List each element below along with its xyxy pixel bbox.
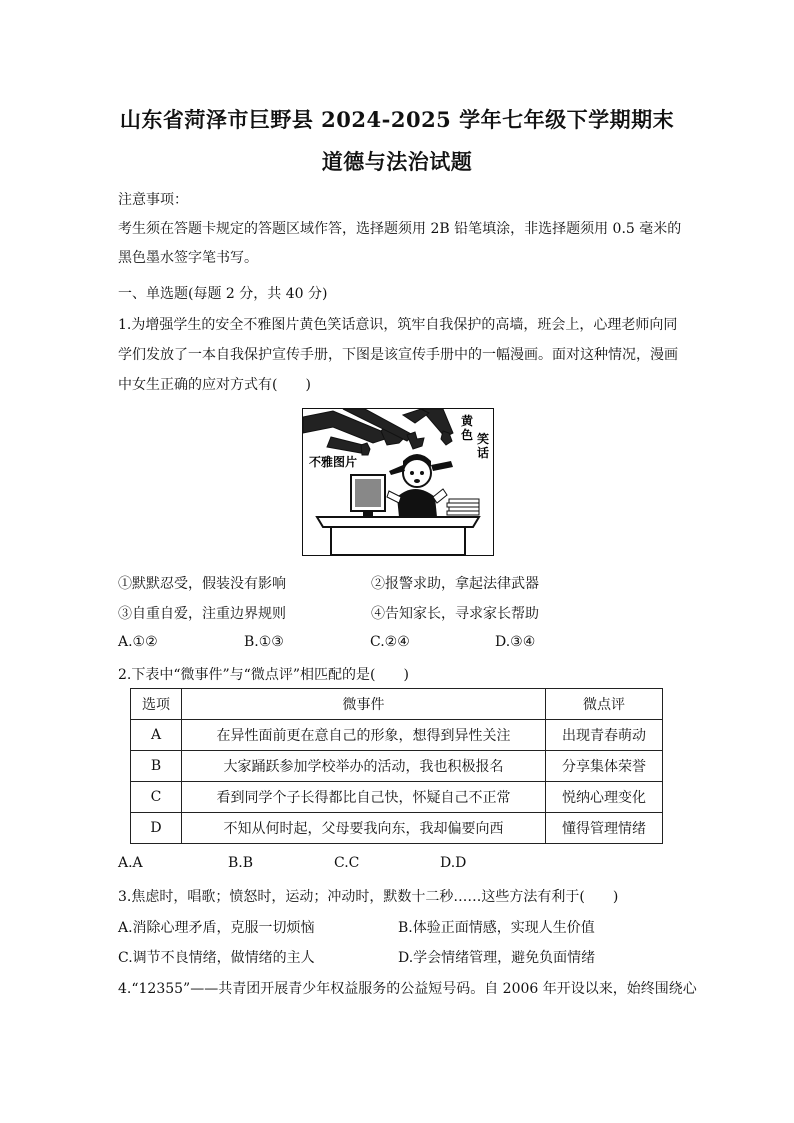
cartoon-label-right-char: 色 [461,428,474,442]
q1-statement-2: ②报警求助，拿起法律武器 [371,576,539,592]
table-header-row [131,689,663,720]
table-row [131,751,663,782]
cartoon-label-right-char: 黄 [461,414,474,428]
q1-option-a: A.①② [118,634,158,650]
section-heading: 一、单选题(每题 2 分，共 40 分) [118,286,328,302]
table-header-cell: 选项 [131,689,182,720]
q2-option-b: B.B [228,855,254,871]
q1-option-b: B.①③ [244,634,284,650]
q1-cartoon [302,408,494,556]
q1-stem-line-1: 1.为增强学生的安全不雅图片黄色笑话意识，筑牢自我保护的高墙，班会上，心理老师向同 [118,317,678,333]
table-cell: 大家踊跃参加学校举办的活动，我也积极报名 [182,751,546,782]
q1-stem-line-3: 中女生正确的应对方式有( ) [118,377,311,393]
table-cell: B [131,751,182,782]
table-cell: 看到同学个子长得都比自己快，怀疑自己不正常 [182,782,546,813]
table-cell: 出现青春萌动 [546,720,663,751]
table-header-cell: 微点评 [546,689,663,720]
q3-option-a: A.消除心理矛盾，克服一切烦恼 [118,920,315,936]
page-title: 山东省菏泽市巨野县 2024-2025 学年七年级下学期期末 [119,107,675,132]
table-cell: A [131,720,182,751]
table-cell: 分享集体荣誉 [546,751,663,782]
q1-option-d: D.③④ [495,634,536,650]
cartoon-label-left: 不雅图片 [309,455,358,469]
q1-stem-line-2: 学们发放了一本自我保护宣传手册，下图是该宣传手册中的一幅漫画。面对这种情况，漫画 [118,347,678,363]
table-cell: 懂得管理情绪 [546,813,663,844]
table-cell: 在异性面前更在意自己的形象，想得到异性关注 [182,720,546,751]
q2-stem: 2.下表中“微事件”与“微点评”相匹配的是( ) [118,667,409,683]
q3-stem: 3.焦虑时，唱歌；愤怒时，运动；冲动时，默数十二秒……这些方法有利于( ) [118,889,619,905]
page-subtitle: 道德与法治试题 [321,149,473,174]
table-row [131,720,663,751]
notice-line-1: 考生须在答题卡规定的答题区域作答，选择题须用 2B 铅笔填涂，非选择题须用 0.5 毫米的 [118,221,682,237]
notice-line-2: 黑色墨水签字笔书写。 [118,250,258,266]
table-cell: 不知从何时起，父母要我向东，我却偏要向西 [182,813,546,844]
cartoon-label-right-char: 话 [477,446,490,460]
q3-option-c: C.调节不良情绪，做情绪的主人 [118,950,315,966]
q2-option-d: D.D [440,855,467,871]
table-cell: C [131,782,182,813]
q2-option-c: C.C [334,855,360,871]
cartoon-label-right-char: 笑 [477,432,490,446]
q2-option-a: A.A [118,855,143,871]
q1-statement-4: ④告知家长，寻求家长帮助 [371,606,539,622]
table-row [131,813,663,844]
q2-table [130,688,663,844]
table-header-cell: 微事件 [182,689,546,720]
q3-option-d: D.学会情绪管理，避免负面情绪 [398,950,596,966]
table-cell: 悦纳心理变化 [546,782,663,813]
q1-statement-3: ③自重自爱，注重边界规则 [118,606,286,622]
q1-statement-1: ①默默忍受，假装没有影响 [118,576,286,592]
table-row [131,782,663,813]
q4-stem-line-1: 4.“12355”——共青团开展青少年权益服务的公益短号码。自 2006 年开设以来，始终围绕心 [118,981,697,997]
notice-header: 注意事项： [118,192,188,208]
q1-option-c: C.②④ [370,634,410,650]
table-cell: D [131,813,182,844]
q3-option-b: B.体验正面情感，实现人生价值 [398,920,595,936]
